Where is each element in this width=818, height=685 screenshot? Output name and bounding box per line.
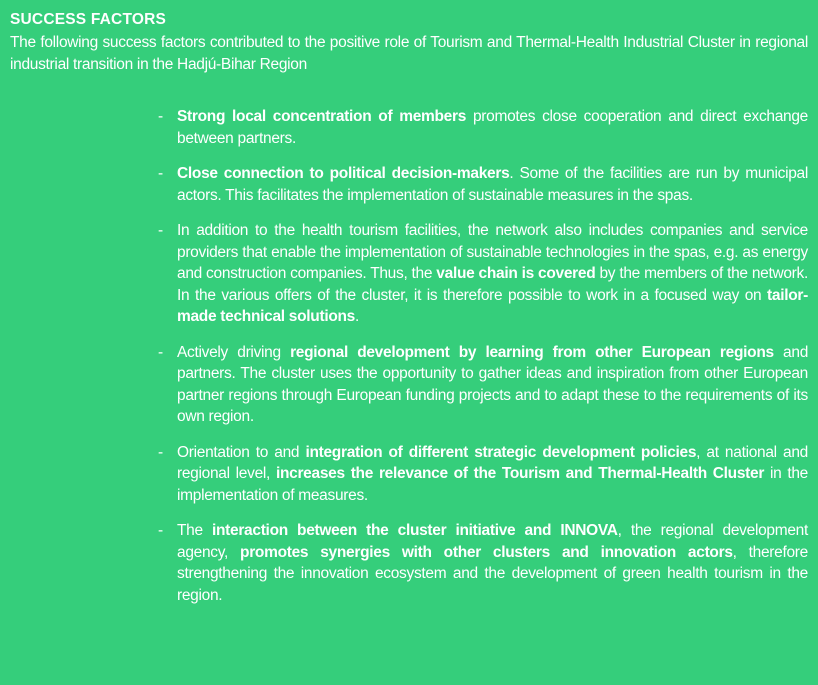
- success-factor-item: [10, 442, 808, 507]
- success-factor-item: [10, 106, 808, 149]
- bullet-text: Actively driving regional development by learning from other European regions and partners. The cluster uses the opportunity to gather ideas and inspiration from other European partner regions through European funding projects and to adapt these to the requirements of its own region.: [177, 343, 809, 425]
- success-factor-item: [10, 342, 808, 428]
- bullet-dash-marker: -: [158, 108, 164, 125]
- panel-heading: SUCCESS FACTORS: [10, 11, 167, 28]
- success-factor-item: [10, 220, 808, 328]
- success-factor-list: [10, 106, 808, 606]
- success-factor-item: [10, 163, 808, 206]
- bullet-dash-marker: -: [158, 165, 164, 182]
- intro-paragraph: The following success factors contributed to the positive role of Tourism and Thermal-Health Industrial Cluster in regional industrial transition in the Hadjú-Bihar Region: [10, 34, 808, 73]
- bullet-dash-marker: -: [158, 222, 164, 239]
- bullet-text: In addition to the health tourism facilities, the network also includes companies and service providers that enable the implementation of sustainable technologies in the spas, e.g. as energy and construction companies. Thus, the value chain is covered by the members of the network. In the various offers of the cluster, it is therefore possible to work in a focused way on tailor-made technical solutions.: [177, 222, 808, 325]
- bullet-dash-marker: -: [158, 522, 164, 539]
- success-factor-item: [10, 520, 808, 606]
- bullet-text: Close connection to political decision-makers. Some of the facilities are run by municipal actors. This facilitates the implementation of sustainable measures in the spas.: [177, 165, 808, 204]
- bullet-text: Strong local concentration of members promotes close cooperation and direct exchange between partners.: [177, 108, 808, 147]
- bullet-text: Orientation to and integration of different strategic development policies, at national and regional level, increases the relevance of the Tourism and Thermal-Health Cluster in the implementation of measures.: [177, 443, 809, 504]
- bullet-text: The interaction between the cluster initiative and INNOVA, the regional development agency, promotes synergies with other clusters and innovation actors, therefore strengthening the innovation ecosystem and the development of green health tourism in the region.: [177, 522, 808, 604]
- bullet-dash-marker: -: [158, 443, 164, 461]
- bullet-dash-marker: -: [158, 343, 164, 361]
